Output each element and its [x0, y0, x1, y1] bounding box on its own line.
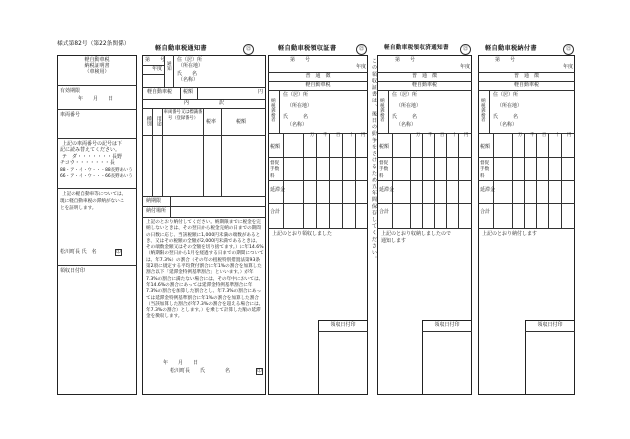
cert-title-3: （車検用）: [84, 69, 110, 75]
settled-digit-3: 百: [440, 133, 445, 138]
payment-office: 普 通 徴: [513, 73, 539, 79]
payment-stamp: 領収日付印: [537, 322, 563, 328]
payment-digit-3: 百: [542, 133, 547, 138]
payment-addr-sub: （所在地）: [497, 103, 523, 109]
notice-tax-label: 軽自動車税: [147, 89, 173, 95]
notice-yen: 円: [258, 89, 264, 95]
settled-digit-5: 円: [464, 133, 469, 138]
payment-note: 上記のとおり納付します: [482, 231, 538, 237]
notice-place: 納付場所: [146, 208, 167, 214]
notice-addr: 住（居）所: [177, 57, 203, 63]
settled-office: 普 通 徴: [411, 73, 437, 79]
receipt-digit-2: 千: [323, 133, 328, 138]
notice-year: 年度: [152, 66, 163, 72]
payment-number: ㉒: [563, 44, 574, 55]
settled-addr-sub: （所在地）: [396, 103, 422, 109]
payment-title: 軽自動車税納付書: [485, 45, 537, 52]
plate-text-1: 上記の車両番号の記号は下: [62, 141, 123, 147]
col-use: 用途: [155, 116, 162, 127]
receipt-row-late: 延滞金: [270, 187, 286, 193]
receipt-row-fee: 督促手数料: [270, 161, 280, 179]
valid-label: 有効期限: [60, 88, 81, 94]
plate-row-2: チコウ・・・・・・・長: [60, 160, 115, 166]
col-plate: 車両番号又は標識番号（登録番号）: [163, 110, 203, 121]
valid-date: 年 月 日: [78, 96, 114, 102]
retention-notice: この領収証書は、後日の紛争をさけるため五年間保存してください。: [370, 58, 377, 263]
notice-name-sub: （名称）: [178, 77, 199, 83]
receipt-office: 普 通 徴: [305, 73, 331, 79]
receipt-addr-sub: （所在地）: [287, 103, 313, 109]
payment-row-late: 延滞金: [480, 187, 496, 193]
notice-date: 年 月 日: [163, 360, 199, 366]
settled-year: 年度: [460, 64, 471, 70]
receipt-fiscal: 第 号: [290, 57, 311, 63]
settled-note-1: 上記のとおり収納しましたので: [381, 231, 452, 237]
payment-addr: 住（居）所: [493, 92, 519, 98]
settled-row-fee: 督促手数料: [379, 161, 389, 179]
col-tax: 税額: [236, 119, 247, 125]
plate-text-2: 記に読み替えてください。: [60, 147, 121, 153]
payment-digit-4: 十: [555, 133, 560, 138]
receipt-tax-name: 軽自動車税: [305, 82, 331, 88]
receipt-name-sub: （名称）: [287, 122, 308, 128]
receipt-year: 年度: [356, 64, 367, 70]
payment-year: 年度: [563, 64, 574, 70]
settled-digit-2: 千: [428, 133, 433, 138]
settled-number: ㉒: [460, 44, 471, 55]
settled-row-tax: 税額: [379, 144, 390, 150]
notice-deadline: 納期限: [146, 198, 162, 204]
receipt-stamp: 領収日付印: [330, 322, 356, 328]
notice-notes: 上記のとおり納付してください。納期限までに税金を完納しないときは、その翌日から税金完納の日までの期間の日数に応じ、当該税額に1,000円未満の端数があるとき、又はその税額の全額が2,000円未満であるときは、その端数金額又はその全額を切り捨てます。）に年14.6%（納期限の翌日から1月を経過する日までの期間については、年7.3%）の割合（その年の租税特別措置法第93条第2項に規定する平均貸付割合に年1%の割合を加算した割合以下「延滞金特例基準割合」といいます。）が年7.3%の割合に満たない場合には、その年中においては、年14.6%の割合にあっては延滞金特例基準割合に年7.3%の割合を加算した割合とし、年7.3%の割合にあっては延滞金特例基準割合に年1%の割合を加算した割合（当該加算した割合が年7.3%の割合を超える場合には、年7.3%の割合）とします。）を乗じて計算した額の延滞金を徴収します。: [146, 220, 264, 320]
notice-seal: 印: [257, 368, 262, 374]
certificate-stub: [57, 55, 137, 395]
settled-tax-name: 軽自動車税: [411, 82, 437, 88]
receipt-row-tax: 税額: [270, 144, 281, 150]
payment-digit-5: 円: [567, 133, 572, 138]
receipt-digit-5: 円: [361, 133, 366, 138]
notice-breakdown: 内 訳: [183, 100, 224, 106]
receipt-digit-1: 万: [310, 133, 315, 138]
receipt-note: 上記のとおり領収しました: [272, 231, 333, 237]
settled-digit-4: 十: [452, 133, 457, 138]
payment-fiscal: 第 号: [495, 57, 516, 63]
notice-number: ㉒: [243, 44, 254, 55]
mayor-name: 松川町長 氏 名: [60, 249, 97, 255]
received-stamp-label: 領収日付印: [60, 268, 86, 274]
plate-row-3: 88・ア・イ・ウ・・・88長野あいう: [60, 168, 133, 173]
statement-1: 上記の軽自動車等については、: [62, 192, 127, 197]
payment-payer: 納税義務者: [480, 98, 486, 122]
payment-tax-name: 軽自動車税: [513, 82, 539, 88]
notice-signer: 松川町長 氏 名: [170, 368, 231, 374]
payment-digit-1: 万: [518, 133, 523, 138]
form-id: 様式第82号（第22条関係）: [57, 41, 130, 47]
notice-name: 氏 名: [177, 71, 198, 77]
settled-name: 氏 名: [392, 114, 418, 120]
col-category: 種別: [145, 116, 152, 127]
plate-label: 車両番号: [60, 112, 81, 118]
mayor-seal: 印: [116, 249, 121, 255]
payment-digit-2: 千: [530, 133, 535, 138]
notice-label: 通知: [166, 61, 172, 71]
receipt-digit-4: 十: [349, 133, 354, 138]
notice-title: 軽自動車税通知書: [155, 45, 207, 52]
payment-row-fee: 督促手数料: [480, 161, 490, 179]
receipt-addr: 住（居）所: [283, 92, 309, 98]
settled-addr: 住（居）所: [392, 92, 418, 98]
cert-title-2: 納税証明書: [84, 63, 110, 69]
settled-title: 軽自動車税領収済通知書: [384, 45, 449, 51]
payment-row-tax: 税額: [480, 144, 491, 150]
settled-name-sub: （名称）: [396, 122, 417, 128]
plate-row-4: 66・ア・イ・ウ・・・66長野あいう: [60, 174, 133, 179]
payment-name-sub: （名称）: [497, 122, 518, 128]
receipt-row-total: 合計: [270, 209, 281, 215]
receipt-title: 軽自動車税領収証書: [278, 45, 337, 52]
receipt-name: 氏 名: [283, 114, 309, 120]
payment-row-total: 合計: [480, 209, 491, 215]
notice-fiscal: 第 号: [145, 57, 166, 63]
settled-fiscal: 第 号: [395, 57, 416, 63]
settled-stamp: 領収日付印: [434, 322, 460, 328]
statement-2: 現に軽自動車税の滞納がないこ: [60, 199, 125, 204]
settled-note-2: 通知します: [381, 238, 407, 244]
col-rate: 税率: [206, 119, 217, 125]
receipt-number: ㉒: [356, 44, 367, 55]
cert-title-1: 軽自動車税: [84, 57, 110, 63]
receipt-digit-3: 百: [336, 133, 341, 138]
receipt-payer: 納税義務者: [270, 98, 276, 122]
notice-tax-amount: 税額: [183, 89, 194, 95]
settled-payer: 納税義務者: [379, 98, 385, 122]
settled-digit-1: 万: [416, 133, 421, 138]
statement-3: とを証明します。: [60, 206, 97, 211]
settled-row-late: 延滞金: [379, 187, 395, 193]
plate-row-1: テ ダ・・・・・・・長野: [62, 154, 123, 160]
notice-addr-sub: （所在地）: [178, 63, 204, 69]
payment-name: 氏 名: [493, 114, 519, 120]
settled-row-total: 合計: [379, 209, 390, 215]
